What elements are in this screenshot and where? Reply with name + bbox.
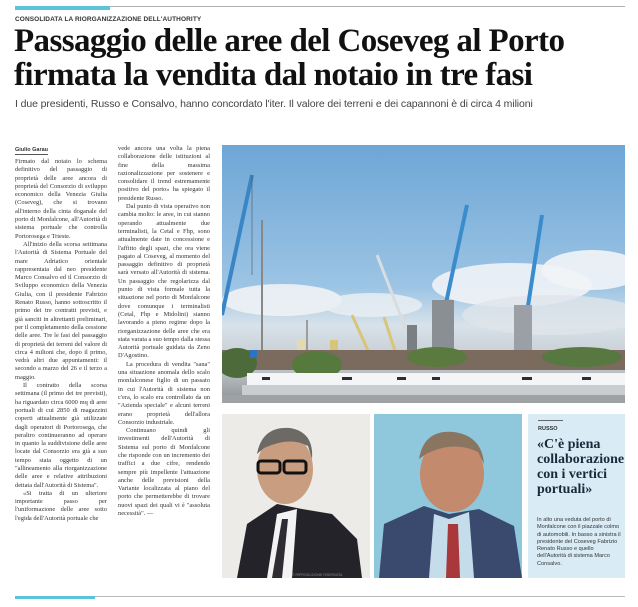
port-scene-illustration (222, 145, 625, 403)
bottom-rule (95, 596, 625, 597)
article-column-1 (15, 158, 107, 523)
paragraph: Continuano quindi gli investimenti dell'Autorità di Sistema sul porto di Monfalcone che risponde con un incremento dei traffici a due cifre, rendendo sempre più impellente l'attuazione anche delle previsioni della Variante localizzata al piano del porto che permetterebbe di trovare nuovi spazi dei quali vi è "assoluta necessità". — (118, 427, 210, 518)
headline-line-2: firmata la vendita dal notaio in tre fasi (14, 57, 533, 93)
kicker: CONSOLIDATA LA RIORGANIZZAZIONE DELL'AUTHORITY (15, 16, 202, 23)
paragraph: vede ancora una volta la piena collaborazione delle istituzioni al fine della massima razionalizzazione per sostenere e consolidare il trend estremamente positivo del porto» ha spiegato il presidente Russo. (118, 145, 210, 202)
headline-line-1: Passaggio delle aree del Coseveg al Porto (14, 23, 565, 59)
sidebar-kicker: RUSSO (538, 426, 558, 432)
paragraph: Firmato dal notaio lo schema definitivo del passaggio di proprietà delle aree ancora di proprietà del Consorzio di sviluppo economico della Venezia Giulia (Coseveg), che si trovano all'interno della cinta doganale del porto di Monfalcone, all'Autorità di sistema portuale che controlla Portorosega e Trieste. (15, 158, 107, 240)
port-cranes-photo (222, 145, 625, 403)
top-accent-bar (15, 6, 110, 10)
subheadline: I due presidenti, Russo e Consalvo, hanno concordato l'iter. Il valore dei terreni e dei capannoni è di circa 4 milioni (15, 98, 533, 110)
paragraph: All'inizio della scorsa settimana l'Autorità di Sistema Portuale del mare Adriatico orientale rappresentata dal neo presidente Marco Consalvo ed il Consorzio di Sviluppo economico della Venezia Giulia, con il presidente Fabrizio Renato Russo, hanno sottoscritto il primo dei tre contratti previsti, e già sanciti in altrettanti preliminari, per il completamento della cessione delle aree. Tre le fasi del passaggio di proprietà dei terreni del valore di circa 4 milioni che, dopo il primo, vedrà altri due appuntamenti: il secondo a marzo del 26 e il terzo a maggio. (15, 240, 107, 381)
headline (14, 24, 634, 92)
photo-caption: In alto una veduta del porto di Monfalcone con il piazzale colmo di automobili. In basso a sinistra il presidente del Coseveg Fabrizio Renato Russo e quello dell'Autorità di sistema Marco Consalvo. (537, 517, 621, 567)
bottom-accent-bar (15, 596, 95, 599)
sidebar-quote: «C'è piena collaborazione con i vertici portuali» (537, 437, 625, 497)
portrait-photo-left (222, 414, 370, 578)
man-with-red-tie-illustration (374, 414, 522, 578)
article-column-2 (118, 145, 210, 518)
paragraph: «Si tratta di un ulteriore importante passo per l'uniformazione delle aree sotto l'egida dell'Autorità portuale che (15, 489, 107, 522)
portrait-photo-right (374, 414, 522, 578)
paragraph: Il contratto della scorsa settimana (il primo dei tre previsti), ha riguardato circa 6000 mq di aree portuali di cui 2850 di magazzini coperti attualmente già utilizzate dagli operatori di Portorosega, che peraltro continueranno ad operare in quanto la suddivisione delle aree locate dal Consorzio era già a suo tempo stata oggetto di un "allineamento alla riorganizzazione delle aree e relative attribuzioni dettata dall'Autorità di Sistema". (15, 382, 107, 489)
copyright-notice: © RIPRODUZIONE RISERVATA (292, 573, 343, 577)
paragraph: La procedura di vendita "sana" una situazione anomala dello scalo monfalconese figlio di un passato in cui l'Autorità di sistema non c'era, lo scalo era controllato da un "Azienda speciale" e alcuni terreni erano proprietà dell'allora Consorzio industriale. (118, 360, 210, 426)
sidebar-rule (538, 420, 563, 421)
paragraph: Dal punto di vista operativo non cambia molto: le aree, in cui stanno operando attualmente due terminalisti, la Cetal e Fhp, sono attualmente date in concessione e l'affitto degli spazi, che ora viene pagato al Coseveg, al momento del passaggio definitivo di proprietà sarà versato all'Autorità di sistema. Un passaggio che regolarizza dal punto di vista formale tutta la situazione nel porto di Monfalcone dove comunque i terminalisti (Cetal, Fhp e Midolini) stanno lavorando a pieno regime dopo la riorganizzazione delle aree che era stata varata a suo tempo dalla stessa Autorità portuale guidata da Zeno D'Agostino. (118, 203, 210, 360)
byline: Giulio Garau (15, 147, 49, 153)
man-with-glasses-illustration (222, 414, 370, 578)
top-rule (110, 6, 625, 7)
